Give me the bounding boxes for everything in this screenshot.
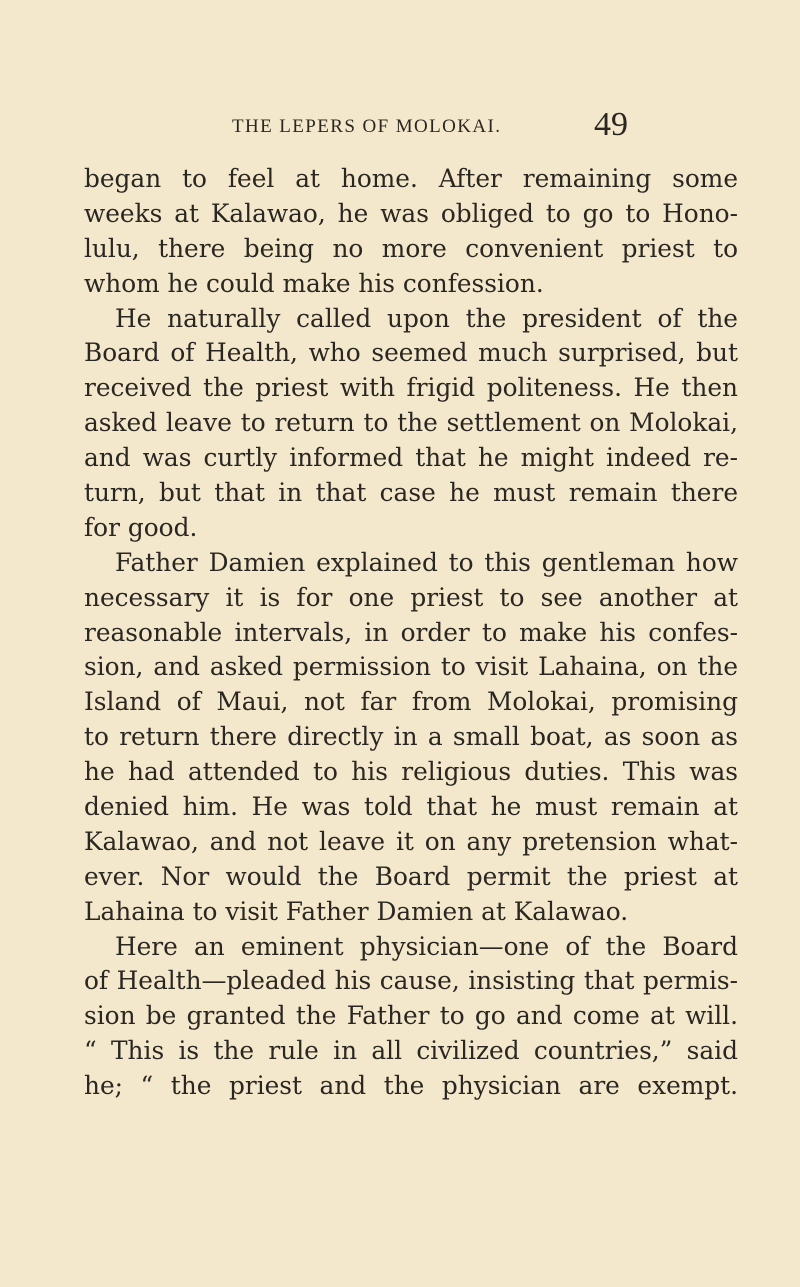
- text-line: Lahaina to visit Father Damien at Kalawao.: [84, 896, 629, 926]
- text-line: and was curtly informed that he might indeed re-: [84, 443, 738, 473]
- text-line: denied him. He was told that he must remain at: [84, 792, 738, 822]
- page-header: [232, 106, 632, 144]
- text-line: he had attended to his religious duties. This was: [84, 757, 738, 787]
- text-line: reasonable intervals, in order to make his confes-: [84, 617, 738, 647]
- text-line: whom he could make his confession.: [84, 268, 544, 298]
- body-text: [84, 162, 738, 1104]
- text-line: lulu, there being no more convenient priest to: [84, 233, 738, 263]
- text-line: for good.: [84, 512, 198, 542]
- page-number: 49: [594, 106, 628, 143]
- text-line: Kalawao, and not leave it on any pretension what-: [84, 826, 738, 856]
- text-line: to return there directly in a small boat, as soon as: [84, 722, 738, 752]
- text-line: necessary it is for one priest to see another at: [84, 582, 738, 612]
- text-line: received the priest with frigid politeness. He then: [84, 373, 738, 403]
- text-line: he; “ the priest and the physician are exempt.: [84, 1071, 738, 1101]
- text-line: weeks at Kalawao, he was obliged to go to Hono-: [84, 198, 738, 228]
- text-line: of Health—pleaded his cause, insisting that permis-: [84, 966, 738, 996]
- text-line: Father Damien explained to this gentleman how: [115, 547, 738, 577]
- text-line: He naturally called upon the president of the: [115, 303, 738, 333]
- text-line: sion be granted the Father to go and come at will.: [84, 1001, 738, 1031]
- text-line: “ This is the rule in all civilized countries,” said: [84, 1036, 738, 1066]
- text-line: Here an eminent physician—one of the Board: [115, 931, 738, 961]
- text-line: began to feel at home. After remaining some: [84, 164, 738, 193]
- text-line: Board of Health, who seemed much surprised, but: [84, 338, 738, 368]
- text-line: Island of Maui, not far from Molokai, promising: [84, 687, 738, 717]
- text-line: asked leave to return to the settlement on Molokai,: [84, 408, 738, 438]
- text-line: sion, and asked permission to visit Lahaina, on the: [84, 652, 738, 682]
- running-head: THE LEPERS OF MOLOKAI.: [232, 116, 502, 137]
- text-line: turn, but that in that case he must remain there: [84, 478, 738, 508]
- text-line: ever. Nor would the Board permit the priest at: [84, 861, 738, 891]
